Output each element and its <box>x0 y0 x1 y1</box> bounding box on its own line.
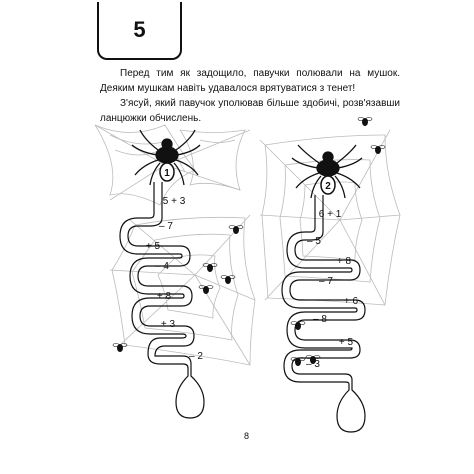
chain-2-step-6: + 5 <box>338 337 354 348</box>
page-number: 8 <box>244 431 250 441</box>
chain-1-start: 5 + 3 <box>162 196 186 207</box>
fly-icon <box>291 322 305 331</box>
web-left-lower <box>110 215 255 365</box>
chain-1-labels <box>146 196 203 362</box>
chain-1-step-4: + 8 <box>156 291 172 302</box>
fly-icon <box>229 226 243 235</box>
spider-1-number: 1 <box>164 168 170 179</box>
chain-2-step-2: + 8 <box>336 256 352 267</box>
chain-1-step-3: – 4 <box>155 261 169 272</box>
fly-icon <box>371 146 385 155</box>
chain-2-step-4: + 6 <box>343 296 359 307</box>
chain-2-step-1: – 5 <box>307 236 321 247</box>
intro-paragraph-1: Перед тим як задощило, павучки полювали на мушок. Деяким мушкам навіть удавалося врятуватися з тенет! <box>100 68 400 94</box>
chain-1-step-6: – 2 <box>189 351 203 362</box>
intro-paragraph-2: З'ясуй, який павучок уполював більше здобичі, розв'язавши ланцюжки обчислень. <box>100 98 400 124</box>
chain-2-step-5: – 8 <box>313 314 327 325</box>
chain-2-labels <box>306 209 358 370</box>
chain-1-step-2: + 5 <box>145 241 161 252</box>
fly-icon <box>199 286 213 295</box>
task-number: 5 <box>133 17 146 42</box>
chain-2-step-3: – 7 <box>319 276 333 287</box>
chain-1-step-5: + 3 <box>160 319 176 330</box>
spider-2-number: 2 <box>325 181 331 192</box>
chain-2-step-7: – 3 <box>306 359 320 370</box>
chain-1-step-1: – 7 <box>159 221 173 232</box>
chain-2-start: 6 + 1 <box>318 209 342 220</box>
web-left <box>95 125 250 205</box>
fly-icon <box>358 118 372 127</box>
